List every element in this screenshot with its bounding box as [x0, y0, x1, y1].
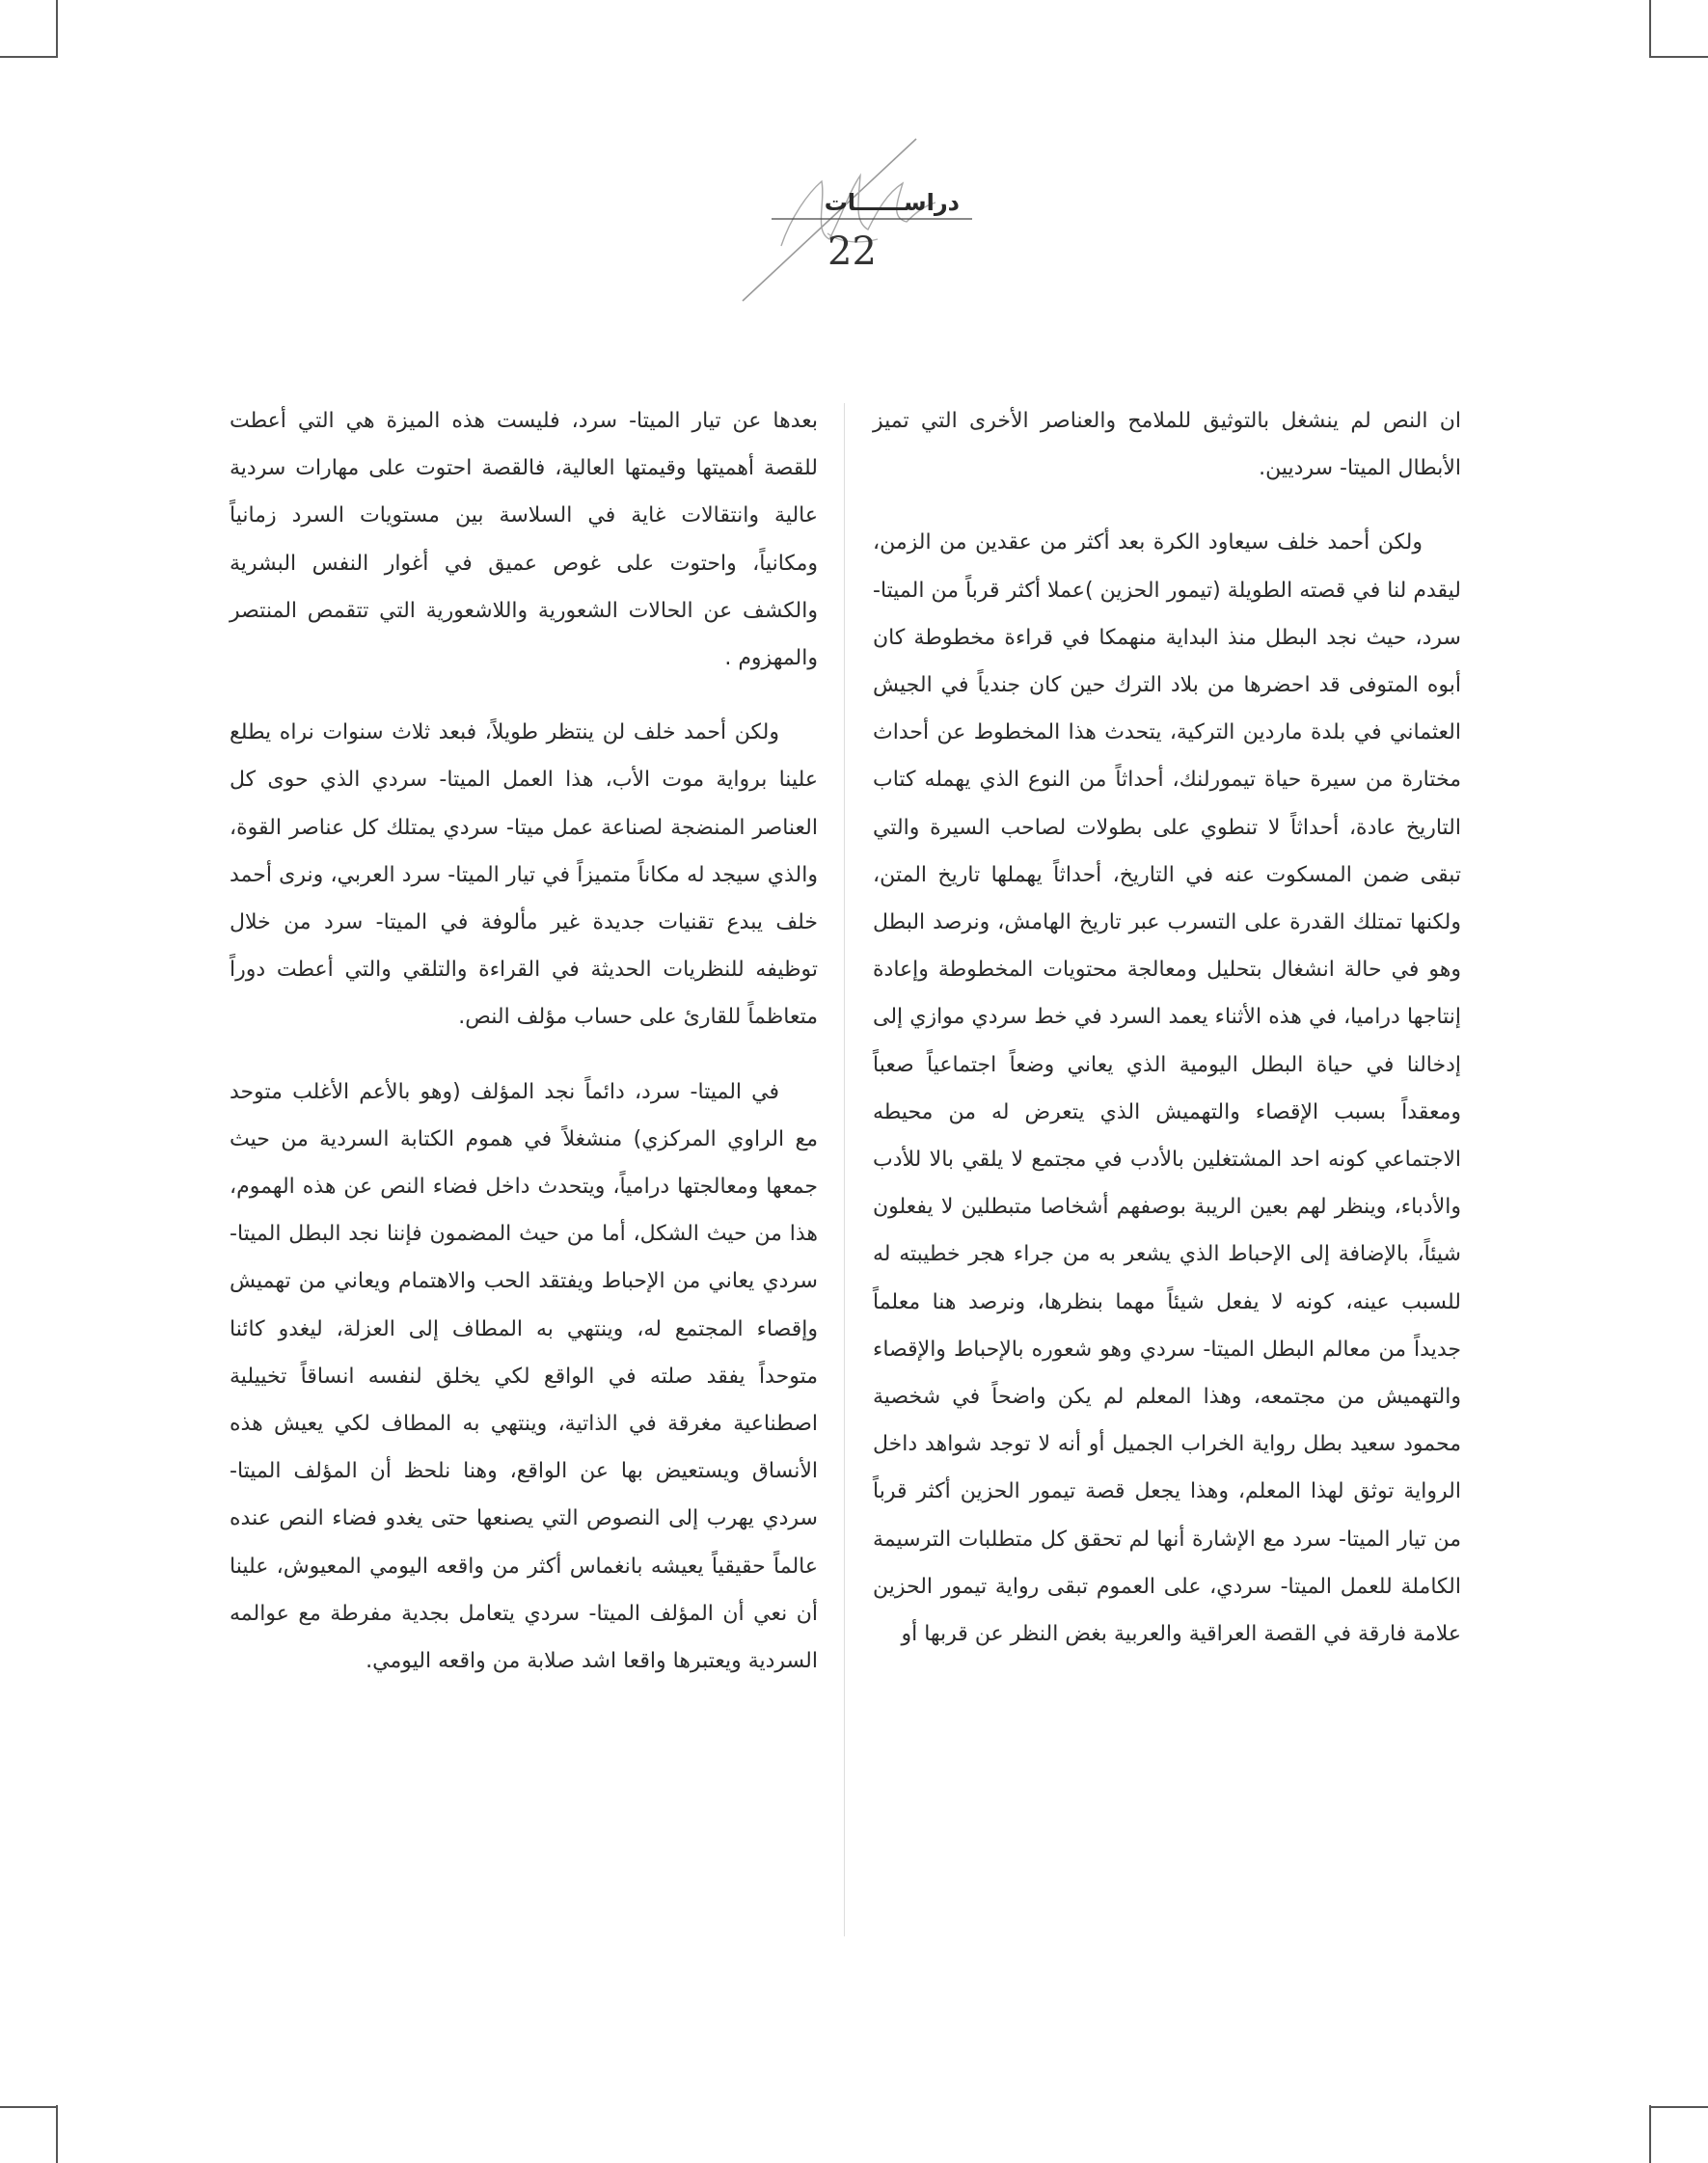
magazine-logo-icon	[714, 125, 1003, 309]
crop-mark-top-right-horizontal	[1650, 56, 1708, 58]
crop-mark-bottom-right-horizontal	[1650, 2106, 1708, 2108]
crop-mark-bottom-left-vertical	[56, 2105, 58, 2163]
left-paragraph-3: في الميتا- سرد، دائماً نجد المؤلف (وهو بالأعم الأغلب متوحد مع الراوي المركزي) منشغلاً في هموم الكتابة السردية من حيث جمعها ومعالجتها درامياً، ويتحدث داخل فضاء النص عن هذه الهموم، هذا من حيث الشكل، أما من حيث المضمون فإننا نجد البطل الميتا- سردي يعاني من الإحباط ويفتقد الحب والاهتمام ويعاني من تهميش وإقصاء المجتمع له، وينتهي به المطاف إلى العزلة، ليغدو كائنا متوحداً يفقد صلته في الواقع لكي يخلق لنفسه انساقاً تخييلية اصطناعية مغرقة في الذاتية، وينتهي به المطاف لكي يعيش هذه الأنساق ويستعيض بها عن الواقع، وهنا نلحظ أن المؤلف الميتا- سردي يهرب إلى النصوص التي يصنعها حتى يغدو فضاء النص عنده عالماً حقيقياً يعيشه بانغماس أكثر من واقعه اليومي المعيوش، علينا أن نعي أن المؤلف الميتا- سردي يتعامل بجدية مفرطة مع عوالمه السردية ويعتبرها واقعا اشد صلابة من واقعه اليومي.	[230, 1079, 818, 1674]
column-divider	[844, 403, 845, 1936]
right-paragraph-2: ولكن أحمد خلف سيعاود الكرة بعد أكثر من عقدين من الزمن، ليقدم لنا في قصته الطويلة (تيمور الحزين )عملا أكثر قرباً من الميتا- سرد، حيث نجد البطل منذ البداية منهمكا في قراءة مخطوطة كان أبوه المتوفى قد احضرها من بلاد الترك حين كان جندياً في الجيش العثماني في بلدة ماردين التركية، يتحدث هذا المخطوط عن أحداث مختارة من سيرة حياة تيمورلنك، أحداثاً من النوع الذي يهمله كتاب التاريخ عادة، أحداثاً لا تنطوي على بطولات لصاحب السيرة والتي تبقى ضمن المسكوت عنه في التاريخ، أحداثاً يهملها تاريخ المتن، ولكنها تمتلك القدرة على التسرب عبر تاريخ الهامش، ونرصد البطل وهو في حالة انشغال بتحليل ومعالجة محتويات المخطوطة وإعادة إنتاجها دراميا، في هذه الأثناء يعمد السرد في خط سردي موازي إلى إدخالنا في حياة البطل اليومية الذي يعاني وضعاً اجتماعياً صعباً ومعقداً بسبب الإقصاء والتهميش الذي يتعرض له من محيطه الاجتماعي كونه احد المشتغلين بالأدب في مجتمع لا يلقي بالا للأدب والأدباء، وينظر لهم بعين الريبة بوصفهم أشخاصا متبطلين لا يفعلون شيئاً، بالإضافة إلى الإحباط الذي يشعر به من جراء هجر خطيبته له للسبب عينه، كونه لا يفعل شيئاً مهما بنظرها، ونرصد هنا معلماً جديداً من معالم البطل الميتا- سردي وهو شعوره بالإحباط والإقصاء والتهميش من مجتمعه، وهذا المعلم لم يكن واضحاً في شخصية محمود سعيد بطل رواية الخراب الجميل أو أنه لا توجد شواهد داخل الرواية توثق لهذا المعلم، وهذا يجعل قصة تيمور الحزين أكثر قرباً من تيار الميتا- سرد مع الإشارة أنها لم تحقق كل متطلبات الترسيمة الكاملة للعمل الميتا- سردي، على العموم تبقى رواية تيمور الحزين علامة فارقة في القصة العراقية والعربية بغض النظر عن قربها أو	[873, 530, 1461, 1647]
left-column	[230, 397, 818, 1712]
crop-mark-bottom-right-vertical	[1649, 2105, 1651, 2163]
page-header	[714, 125, 1003, 309]
page-number: 22	[827, 230, 877, 274]
right-column	[873, 397, 1461, 1685]
right-paragraph-1: ان النص لم ينشغل بالتوثيق للملامح والعناصر الأخرى التي تميز الأبطال الميتا- سرديين.	[873, 409, 1461, 481]
crop-mark-top-left-vertical	[56, 0, 58, 58]
section-label: دراســــــات	[824, 189, 960, 216]
crop-mark-bottom-left-horizontal	[0, 2106, 58, 2108]
crop-mark-top-right-vertical	[1649, 0, 1651, 58]
left-paragraph-2: ولكن أحمد خلف لن ينتظر طويلاً، فبعد ثلاث سنوات نراه يطلع علينا برواية موت الأب، هذا العمل الميتا- سردي الذي حوى كل العناصر المنضجة لصناعة عمل ميتا- سردي يمتلك كل عناصر القوة، والذي سيجد له مكاناً متميزاً في تيار الميتا- سرد العربي، ونرى أحمد خلف يبدع تقنيات جديدة غير مألوفة في الميتا- سرد من خلال توظيفه للنظريات الحديثة في القراءة والتلقي والتي أعطت دوراً متعاظماً للقارئ على حساب مؤلف النص.	[230, 720, 818, 1030]
crop-mark-top-left-horizontal	[0, 56, 58, 58]
left-paragraph-1: بعدها عن تيار الميتا- سرد، فليست هذه الميزة هي التي أعطت للقصة أهميتها وقيمتها العالية، فالقصة احتوت على مهارات سردية عالية وانتقالات غاية في السلاسة بين مستويات السرد زمانياً ومكانياً، واحتوت على غوص عميق في أغوار النفس البشرية والكشف عن الحالات الشعورية واللاشعورية التي تتقمص المنتصر والمهزوم .	[230, 409, 818, 671]
